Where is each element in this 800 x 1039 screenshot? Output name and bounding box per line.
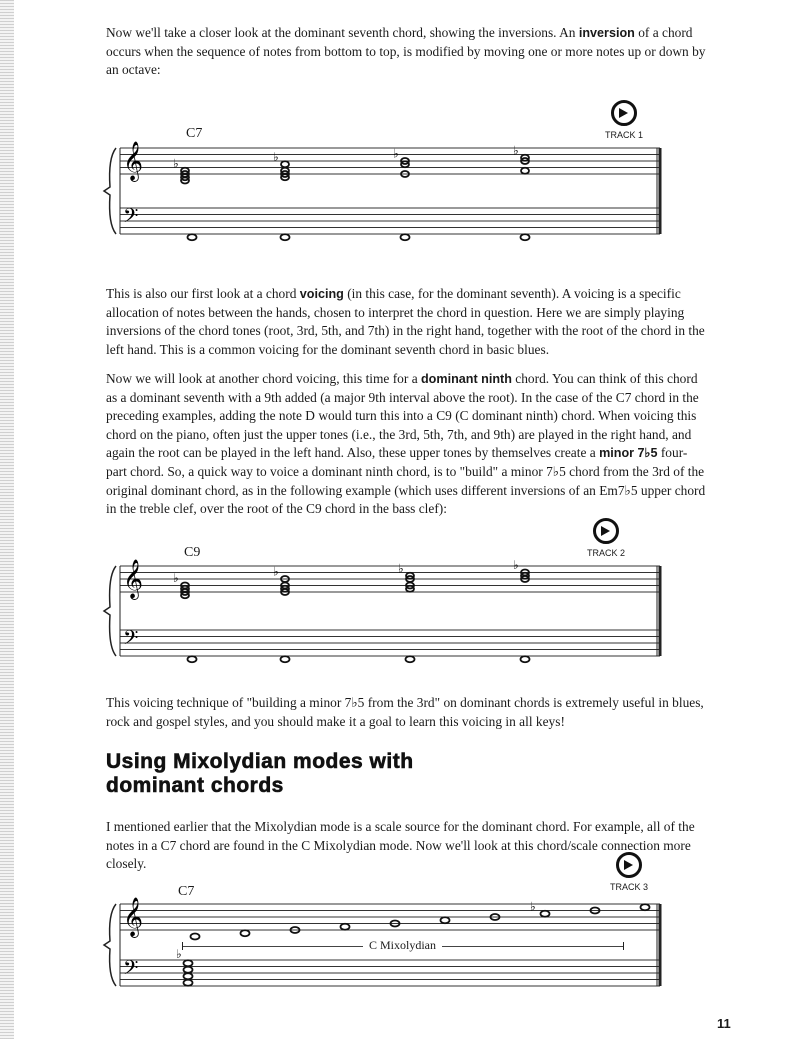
whole-note xyxy=(184,967,193,973)
track-badge[interactable]: TRACK 1 xyxy=(605,100,643,140)
audio-disc-icon xyxy=(593,518,619,544)
whole-note xyxy=(521,656,530,662)
mode-label: C Mixolydian xyxy=(363,938,442,953)
brace-icon xyxy=(104,904,116,986)
whole-note xyxy=(641,904,650,910)
whole-note xyxy=(521,234,530,240)
flat-icon: ♭ xyxy=(176,947,182,961)
whole-note xyxy=(281,656,290,662)
scan-edge xyxy=(0,0,14,1039)
flat-icon: ♭ xyxy=(398,561,404,576)
treble-clef-icon: 𝄞 xyxy=(123,897,144,937)
music-example-2 xyxy=(100,518,700,668)
whole-note xyxy=(441,917,450,923)
chord-symbol: C9 xyxy=(184,545,201,560)
flat-icon: ♭ xyxy=(530,899,536,914)
whole-note xyxy=(184,973,193,979)
scale-bracket xyxy=(182,938,624,952)
flat-icon: ♭ xyxy=(513,143,519,158)
whole-note xyxy=(241,930,250,936)
whole-note xyxy=(406,656,415,662)
bass-clef-icon: 𝄢 xyxy=(123,204,139,232)
bass-clef-icon: 𝄢 xyxy=(123,956,139,984)
whole-note xyxy=(281,161,289,167)
page-number: 11 xyxy=(717,1016,731,1031)
flat-icon: ♭ xyxy=(513,558,519,572)
whole-note xyxy=(188,656,197,662)
whole-note xyxy=(184,980,193,986)
flat-icon: ♭ xyxy=(173,156,179,171)
whole-note xyxy=(341,924,350,930)
whole-note xyxy=(188,234,197,240)
treble-clef-icon: 𝄞 xyxy=(123,141,144,181)
music-example-3 xyxy=(100,852,700,1002)
flat-icon: ♭ xyxy=(273,149,279,164)
brace-icon xyxy=(104,566,116,656)
track-badge[interactable]: TRACK 3 xyxy=(610,852,648,892)
whole-note xyxy=(541,911,550,917)
flat-icon: ♭ xyxy=(393,146,399,161)
flat-icon: ♭ xyxy=(273,564,279,579)
paragraph-inversions: Now we'll take a closer look at the dominant seventh chord, showing the inversions. An inversion of a chord occurs when the sequence of notes from bottom to top, is modified by moving one or more notes up or down by an octave: xyxy=(106,25,706,78)
audio-disc-icon xyxy=(616,852,642,878)
treble-clef-icon: 𝄞 xyxy=(123,559,144,599)
paragraph-technique: This voicing technique of "building a minor 7♭5 from the 3rd" on dominant chords is extremely useful in blues, rock and gospel styles, and you should make it a goal to learn this voicing in all keys! xyxy=(106,695,704,729)
audio-disc-icon xyxy=(611,100,637,126)
track-badge[interactable]: TRACK 2 xyxy=(587,518,625,558)
whole-note xyxy=(191,934,200,940)
paragraph-dominant-ninth: Now we will look at another chord voicing, this time for a dominant ninth chord. You can think of this chord as a dominant seventh with a 9th added (a major 9th interval above the root). In the case of the C7 chord in the preceding examples, adding the note D would turn this into a C9 (C dominant ninth) chord. When voicing this chord on the piano, often just the upper tones (i.e., the 3rd, 5th, 7th, and 9th) are played in the right hand, and again the root can be played in the left hand. Also, these upper tones by themselves create a minor 7♭5 four-part chord. So, a quick way to voice a dominant ninth chord, is to "build" a minor 7♭5 chord from the 3rd of the original dominant chord, as in the following example (which uses different inversions of an Em7♭5 upper chord in the treble clef, over the root of the C9 chord in the bass clef): xyxy=(106,371,706,517)
music-example-1 xyxy=(100,100,700,245)
section-heading: Using Mixolydian modes with dominant chords xyxy=(106,750,414,797)
paragraph-voicing: This is also our first look at a chord voicing (in this case, for the dominant seventh). A voicing is a specific allocation of notes between the hands, chosen to interpret the chord in question. Here we are simply playing inversions of the chord tones (root, 3rd, 5th, and 7th) in the right hand, together with the root of the chord in the left hand. This is a common voicing for the dominant seventh chord in basic blues. xyxy=(106,286,705,357)
whole-note xyxy=(521,168,529,174)
chord-symbol: C7 xyxy=(186,126,203,141)
chord-symbol: C7 xyxy=(178,884,195,899)
flat-icon: ♭ xyxy=(173,571,179,585)
whole-note xyxy=(184,960,193,966)
bass-clef-icon: 𝄢 xyxy=(123,626,139,654)
brace-icon xyxy=(104,148,116,234)
paragraph-mixolydian: I mentioned earlier that the Mixolydian mode is a scale source for the dominant chord. For example, all of the notes in a C7 chord are found in the C Mixolydian mode. Now we'll look at this chord/scale connection more closely. xyxy=(106,819,695,872)
whole-note xyxy=(401,234,410,240)
whole-note xyxy=(281,234,290,240)
